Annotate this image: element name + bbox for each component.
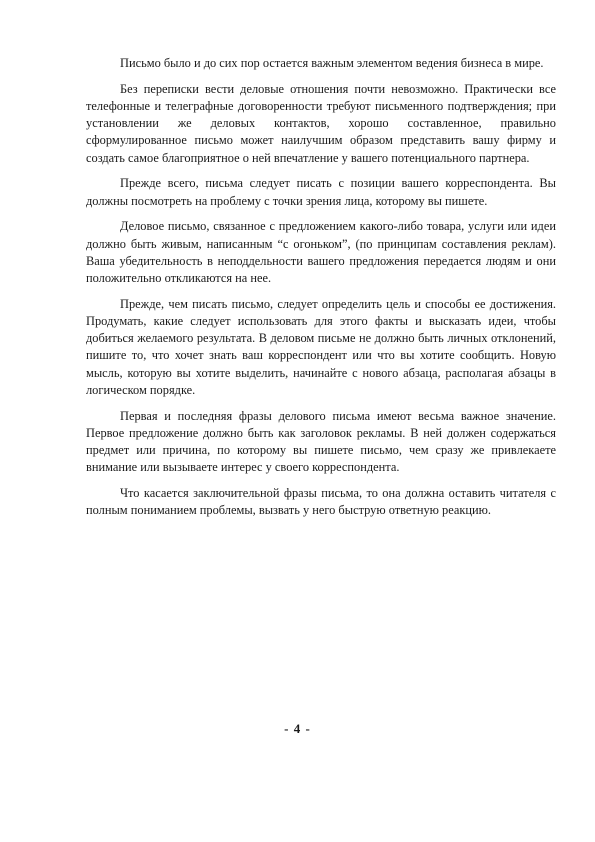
paragraph-5: Прежде, чем писать письмо, следует определить цель и способы ее достижения. Продумать, какие следует использовать для этого факты и высказать идеи, чтобы добиться желаемого результата. В деловом письме не должно быть личных отклонений, пишите то, что хочет знать ваш корреспондент или что вы хотите сообщить. Новую мысль, которую вы хотите выделить, начинайте с нового абзаца, располагая абзацы в логическом порядке.: [86, 296, 556, 397]
paragraph-6: Первая и последняя фразы делового письма имеют весьма важное значение. Первое предложение должно быть как заголовок рекламы. В ней должен содержаться предмет или причина, по которому вы пишете письмо, чем сразу же привлекаете внимание или вызываете интерес у своего корреспондента.: [86, 408, 556, 475]
paragraph-7: Что касается заключительной фразы письма, то она должна оставить читателя с полным пониманием проблемы, вызвать у него быструю ответную реакцию.: [86, 486, 556, 518]
paragraph-2: Без переписки вести деловые отношения почти невозможно. Практически все телефонные и телеграфные договоренности требуют письменного подтверждения; при установлении же деловых контактов, хорошо составленное, правильно сформулированное письмо может наилучшим образом представить вашу фирму и создать самое благоприятное о ней впечатление у вашего потенциального партнера.: [86, 81, 556, 165]
paragraph-3: Прежде всего, письма следует писать с позиции вашего корреспондента. Вы должны посмотреть на проблему с точки зрения лица, которому вы пишете.: [86, 176, 556, 208]
paragraph-4: Деловое письмо, связанное с предложением какого-либо товара, услуги или идеи должно быть живым, написанным “с огоньком”, (по принципам составления реклам). Ваша убедительность в неподдельности вашего предложения передается людям и они положительно откликаются на нее.: [86, 219, 556, 286]
document-body: [86, 55, 556, 528]
page-number: - 4 -: [284, 721, 311, 736]
paragraph-1: Письмо было и до сих пор остается важным элементом ведения бизнеса в мире.: [120, 56, 544, 70]
